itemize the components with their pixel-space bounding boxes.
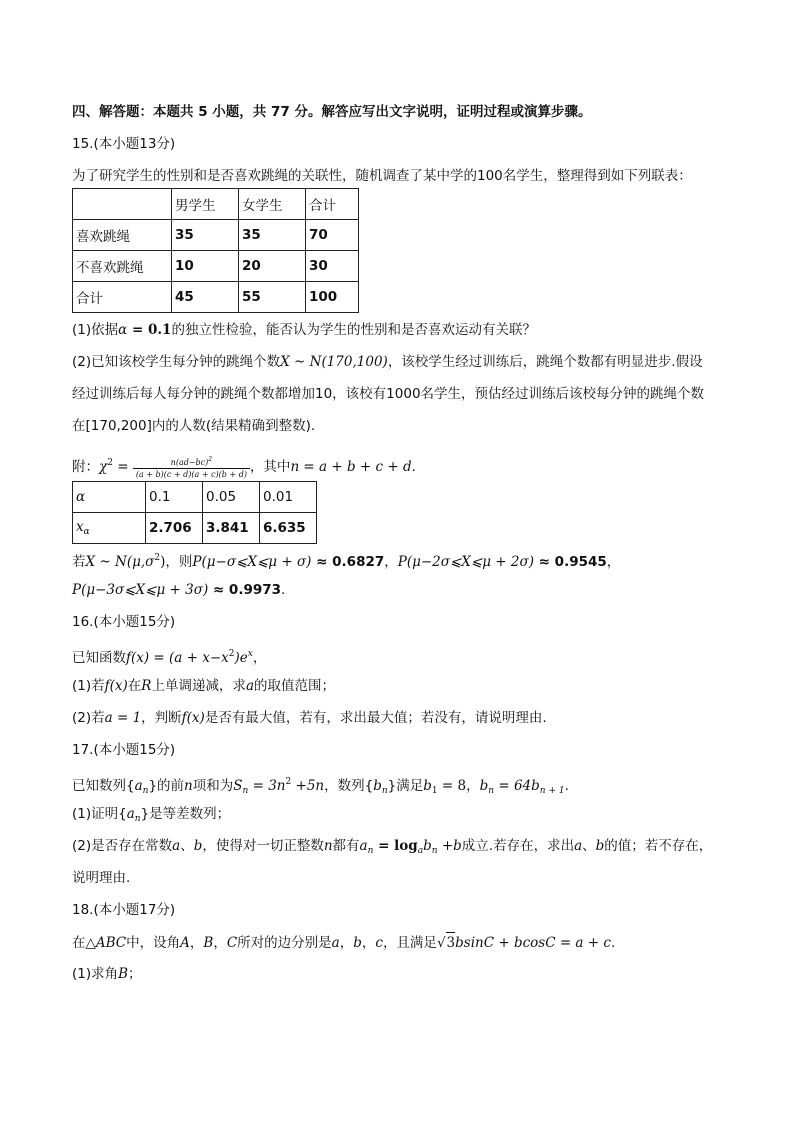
table-cell: 6.635 — [260, 513, 317, 544]
chi-square-fraction: $\frac{n(ad-bc)^2}{(a + b)(c + d)(a + c)(b + d)}$ — [133, 454, 250, 480]
q15-intro: 为了研究学生的性别和是否喜欢跳绳的关联性，随机调查了某中学的100名学生，整理得到如下列联表： — [72, 168, 692, 184]
q15-part2-line1: (2)已知该校学生每分钟的跳绳个数X ~ N(170,100)，该校学生经过训练后，跳绳个数都有明显进步.假设 — [72, 354, 703, 370]
table-header-cell: 合计 — [306, 189, 359, 220]
table-cell: 35 — [239, 220, 306, 251]
q18-part1: (1)求角B； — [72, 966, 142, 982]
q15-normal-dist-line2: P(μ−3σ⩽X⩽μ + 3σ) ≈ 0.9973. — [72, 582, 286, 598]
table-cell: 55 — [239, 282, 306, 313]
table-cell: 0.1 — [146, 482, 203, 513]
table-row — [73, 482, 317, 513]
q17-part1: (1)证明$\{a_n\}$是等差数列； — [72, 806, 231, 824]
table-cell: 0.05 — [203, 482, 260, 513]
section-header: 四、解答题：本题共 5 小题，共 77 分。解答应写出文字说明，证明过程或演算步骤。 — [72, 104, 592, 120]
q18-title: 18.(本小题17分) — [72, 902, 176, 918]
q15-part1: (1)依据α = 0.1的独立性检验，能否认为学生的性别和是否喜欢运动有关联？ — [72, 322, 536, 338]
table-row — [73, 189, 359, 220]
q15-normal-dist-line1: 若X ~ $N(\mu,\sigma^2)$，则P(μ−σ⩽X⩽μ + σ) ≈ 0.6827，P(μ−2σ⩽X⩽μ + 2σ) ≈ 0.9545， — [72, 553, 621, 570]
q17-given: 已知数列$\{a_n\}$的前n项和为$S_n = 3n^2 +5n$，数列$\{b_n\}$满足$b_1 = 8$，$b_n = 64b_{n + 1}$. — [72, 777, 569, 796]
table-cell: 2.706 — [146, 513, 203, 544]
q15-part2-line3: 在[170,200]内的人数(结果精确到整数). — [72, 418, 316, 434]
q16-given: 已知函数$f(x) = (a + x-x^2)e^x$， — [72, 649, 267, 666]
q15-critical-value-table — [72, 481, 317, 544]
table-cell: 100 — [306, 282, 359, 313]
q16-title: 16.(本小题15分) — [72, 614, 176, 630]
table-cell: 70 — [306, 220, 359, 251]
table-header-cell: 男学生 — [172, 189, 239, 220]
table-row — [73, 513, 317, 544]
table-cell: 喜欢跳绳 — [73, 220, 172, 251]
table-header-cell: 女学生 — [239, 189, 306, 220]
q15-part2-line2: 经过训练后每人每分钟的跳绳个数都增加10，该校有1000名学生，预估经过训练后该校每分钟的跳绳个数 — [72, 386, 705, 402]
q17-title: 17.(本小题15分) — [72, 742, 176, 758]
table-cell: 3.841 — [203, 513, 260, 544]
table-cell: 10 — [172, 251, 239, 282]
q15-contingency-table — [72, 188, 359, 313]
table-cell: 0.01 — [260, 482, 317, 513]
table-row — [73, 282, 359, 313]
table-row — [73, 220, 359, 251]
sqrt-three: 3 — [446, 932, 456, 953]
q15-title: 15.(本小题13分) — [72, 136, 176, 152]
q16-part1: (1)若f(x)在R上单调递减，求a的取值范围； — [72, 678, 336, 694]
table-cell: $x_\alpha$ — [73, 513, 146, 544]
table-cell: 合计 — [73, 282, 172, 313]
q16-part2: (2)若a = 1，判断f(x)是否有最大值，若有，求出最大值；若没有，请说明理由. — [72, 710, 547, 726]
table-row — [73, 251, 359, 282]
table-header-cell — [73, 189, 172, 220]
table-cell: α — [73, 482, 146, 513]
q18-given: 在△ABC中，设角A，B，C所对的边分别是a，b，c，且满足√3bsinC + bcosC = a + c. — [72, 932, 615, 953]
table-cell: 35 — [172, 220, 239, 251]
q17-part2-line1: (2)是否存在常数a、b，使得对一切正整数n都有$a_n = \log_ab_n +b$成立.若存在，求出a、b的值；若不存在， — [72, 838, 713, 856]
table-cell: 20 — [239, 251, 306, 282]
table-cell: 30 — [306, 251, 359, 282]
table-cell: 不喜欢跳绳 — [73, 251, 172, 282]
q15-chi-square-formula: 附：$\chi^2$ = $\frac{n(ad-bc)^2}{(a + b)(c + d)(a + c)(b + d)}$ ，其中n = a + b + c + d. — [72, 456, 416, 479]
table-cell: 45 — [172, 282, 239, 313]
q17-part2-line2: 说明理由. — [72, 870, 131, 886]
